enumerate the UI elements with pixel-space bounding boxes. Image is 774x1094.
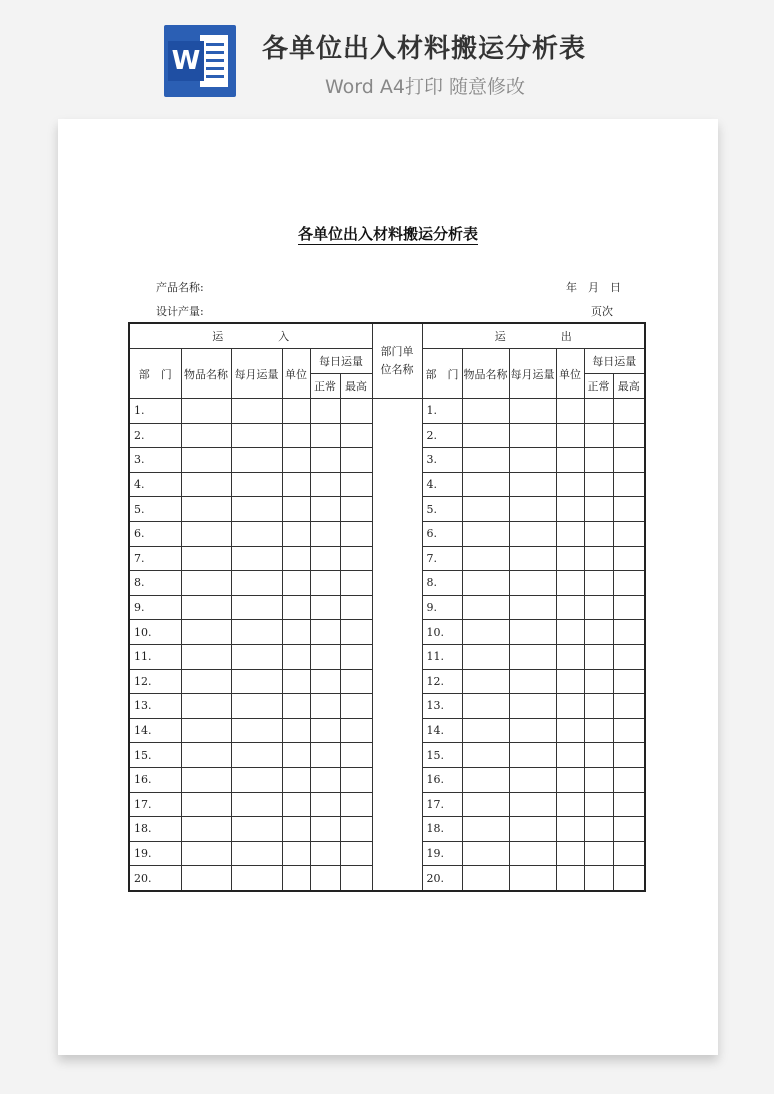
banner-title: 各单位出入材料搬运分析表 <box>262 34 587 64</box>
table-cell[interactable] <box>509 743 556 768</box>
transport-analysis-table <box>128 322 646 892</box>
table-cell[interactable] <box>613 767 645 792</box>
table-cell[interactable] <box>340 644 372 669</box>
table-cell[interactable] <box>613 595 645 620</box>
word-letter: W <box>168 41 204 81</box>
table-cell[interactable] <box>231 743 282 768</box>
table-cell[interactable] <box>231 521 282 546</box>
table-cell[interactable] <box>282 718 310 743</box>
table-cell[interactable] <box>231 817 282 842</box>
table-cell[interactable] <box>613 423 645 448</box>
table-cell[interactable] <box>584 546 613 571</box>
row-number-in: 16. <box>129 767 181 792</box>
col-item-in: 物品名称 <box>181 349 231 399</box>
table-cell[interactable] <box>310 767 340 792</box>
dept-unit-name-header: 部门单位名称 <box>372 323 422 399</box>
table-cell[interactable] <box>509 399 556 424</box>
table-cell[interactable] <box>231 694 282 719</box>
table-cell[interactable] <box>584 472 613 497</box>
table-cell[interactable] <box>584 423 613 448</box>
table-cell[interactable] <box>613 571 645 596</box>
table-cell[interactable] <box>613 817 645 842</box>
banner-subtitle: Word A4打印 随意修改 <box>325 76 526 98</box>
row-number-in: 18. <box>129 817 181 842</box>
table-cell[interactable] <box>613 448 645 473</box>
row-number-in: 19. <box>129 841 181 866</box>
table-cell[interactable] <box>613 743 645 768</box>
table-cell[interactable] <box>462 571 509 596</box>
table-cell[interactable] <box>509 472 556 497</box>
table-cell[interactable] <box>340 399 372 424</box>
table-cell[interactable] <box>584 571 613 596</box>
page-lines-icon <box>200 35 228 87</box>
table-cell[interactable] <box>613 841 645 866</box>
col-unit-out: 单位 <box>556 349 584 399</box>
table-cell[interactable] <box>181 669 231 694</box>
table-cell[interactable] <box>556 472 584 497</box>
col-dept-in: 部 门 <box>129 349 181 399</box>
table-cell[interactable] <box>613 669 645 694</box>
row-number-out: 10. <box>422 620 462 645</box>
table-cell[interactable] <box>231 718 282 743</box>
table-cell[interactable] <box>282 448 310 473</box>
table-cell[interactable] <box>509 792 556 817</box>
table-cell[interactable] <box>613 866 645 891</box>
row-number-out: 20. <box>422 866 462 891</box>
row-number-out: 9. <box>422 595 462 620</box>
table-cell[interactable] <box>310 620 340 645</box>
table-cell[interactable] <box>310 817 340 842</box>
row-number-in: 17. <box>129 792 181 817</box>
table-cell[interactable] <box>556 718 584 743</box>
table-cell[interactable] <box>509 767 556 792</box>
table-cell[interactable] <box>613 718 645 743</box>
table-cell[interactable] <box>584 497 613 522</box>
table-cell[interactable] <box>181 743 231 768</box>
table-cell[interactable] <box>462 448 509 473</box>
table-cell[interactable] <box>340 841 372 866</box>
table-cell[interactable] <box>282 743 310 768</box>
table-cell[interactable] <box>181 472 231 497</box>
row-number-out: 2. <box>422 423 462 448</box>
table-row <box>129 399 645 424</box>
table-cell[interactable] <box>181 571 231 596</box>
table-cell[interactable] <box>181 595 231 620</box>
table-cell[interactable] <box>613 521 645 546</box>
row-number-out: 12. <box>422 669 462 694</box>
table-cell[interactable] <box>462 595 509 620</box>
row-number-out: 3. <box>422 448 462 473</box>
table-cell[interactable] <box>556 448 584 473</box>
table-cell[interactable] <box>613 497 645 522</box>
col-normal-out: 正常 <box>584 374 613 399</box>
page-number-label: 页次 <box>591 305 613 318</box>
row-number-out: 18. <box>422 817 462 842</box>
table-cell[interactable] <box>462 792 509 817</box>
row-number-out: 4. <box>422 472 462 497</box>
row-number-out: 6. <box>422 521 462 546</box>
table-cell[interactable] <box>556 817 584 842</box>
date-label: 年 月 日 <box>566 281 621 294</box>
table-cell[interactable] <box>181 620 231 645</box>
table-cell[interactable] <box>556 620 584 645</box>
table-cell[interactable] <box>282 521 310 546</box>
table-cell[interactable] <box>231 546 282 571</box>
row-number-in: 8. <box>129 571 181 596</box>
table-cell[interactable] <box>340 472 372 497</box>
table-cell[interactable] <box>340 497 372 522</box>
table-cell[interactable] <box>310 399 340 424</box>
row-number-in: 9. <box>129 595 181 620</box>
table-cell[interactable] <box>509 620 556 645</box>
table-cell[interactable] <box>584 866 613 891</box>
row-number-in: 20. <box>129 866 181 891</box>
table-cell[interactable] <box>462 620 509 645</box>
table-cell[interactable] <box>556 571 584 596</box>
table-cell[interactable] <box>509 521 556 546</box>
table-cell[interactable] <box>340 423 372 448</box>
row-number-out: 15. <box>422 743 462 768</box>
table-cell[interactable] <box>340 571 372 596</box>
row-number-out: 13. <box>422 694 462 719</box>
table-cell[interactable] <box>462 423 509 448</box>
table-cell[interactable] <box>181 399 231 424</box>
table-cell[interactable] <box>181 817 231 842</box>
table-cell[interactable] <box>181 644 231 669</box>
table-cell[interactable] <box>282 423 310 448</box>
table-cell[interactable] <box>584 841 613 866</box>
table-cell[interactable] <box>181 423 231 448</box>
table-cell[interactable] <box>584 718 613 743</box>
table-cell[interactable] <box>181 546 231 571</box>
table-cell[interactable] <box>584 767 613 792</box>
table-cell[interactable] <box>613 399 645 424</box>
table-cell[interactable] <box>231 644 282 669</box>
table-cell[interactable] <box>509 817 556 842</box>
table-cell[interactable] <box>231 571 282 596</box>
row-number-out: 5. <box>422 497 462 522</box>
table-cell[interactable] <box>340 718 372 743</box>
table-cell[interactable] <box>310 571 340 596</box>
table-cell[interactable] <box>310 694 340 719</box>
table-cell[interactable] <box>282 571 310 596</box>
table-cell[interactable] <box>231 767 282 792</box>
outbound-header: 运 出 <box>422 323 645 349</box>
table-cell[interactable] <box>509 866 556 891</box>
table-cell[interactable] <box>282 669 310 694</box>
table-cell[interactable] <box>282 841 310 866</box>
table-cell[interactable] <box>556 595 584 620</box>
table-cell[interactable] <box>340 694 372 719</box>
table-cell[interactable] <box>509 644 556 669</box>
table-cell[interactable] <box>231 792 282 817</box>
row-number-in: 1. <box>129 399 181 424</box>
table-cell[interactable] <box>231 423 282 448</box>
row-number-out: 1. <box>422 399 462 424</box>
table-cell[interactable] <box>462 866 509 891</box>
col-monthly-in: 每月运量 <box>231 349 282 399</box>
table-cell[interactable] <box>613 546 645 571</box>
dept-unit-name-cell[interactable] <box>372 399 422 892</box>
table-cell[interactable] <box>181 497 231 522</box>
table-cell[interactable] <box>231 669 282 694</box>
table-cell[interactable] <box>310 669 340 694</box>
row-number-in: 13. <box>129 694 181 719</box>
table-cell[interactable] <box>462 497 509 522</box>
table-cell[interactable] <box>556 521 584 546</box>
table-cell[interactable] <box>462 694 509 719</box>
table-cell[interactable] <box>584 669 613 694</box>
col-max-out: 最高 <box>613 374 645 399</box>
row-number-in: 7. <box>129 546 181 571</box>
row-number-out: 19. <box>422 841 462 866</box>
table-cell[interactable] <box>613 792 645 817</box>
table-cell[interactable] <box>310 546 340 571</box>
row-number-in: 3. <box>129 448 181 473</box>
col-max-in: 最高 <box>340 374 372 399</box>
product-name-label: 产品名称: <box>156 281 204 294</box>
table-cell[interactable] <box>556 767 584 792</box>
table-cell[interactable] <box>462 472 509 497</box>
table-cell[interactable] <box>340 521 372 546</box>
col-daily-out: 每日运量 <box>584 349 645 374</box>
document-title: 各单位出入材料搬运分析表 <box>297 225 478 243</box>
table-cell[interactable] <box>231 399 282 424</box>
table-cell[interactable] <box>584 743 613 768</box>
table-cell[interactable] <box>509 841 556 866</box>
row-number-out: 7. <box>422 546 462 571</box>
table-cell[interactable] <box>340 866 372 891</box>
table-cell[interactable] <box>462 669 509 694</box>
table-cell[interactable] <box>181 767 231 792</box>
table-cell[interactable] <box>556 743 584 768</box>
table-cell[interactable] <box>340 546 372 571</box>
table-cell[interactable] <box>509 497 556 522</box>
table-cell[interactable] <box>462 521 509 546</box>
table-cell[interactable] <box>181 841 231 866</box>
table-cell[interactable] <box>556 841 584 866</box>
word-logo-icon <box>164 25 236 97</box>
table-cell[interactable] <box>282 472 310 497</box>
row-number-in: 2. <box>129 423 181 448</box>
table-cell[interactable] <box>509 546 556 571</box>
row-number-in: 5. <box>129 497 181 522</box>
row-number-in: 10. <box>129 620 181 645</box>
table-cell[interactable] <box>282 595 310 620</box>
row-number-out: 14. <box>422 718 462 743</box>
row-number-out: 16. <box>422 767 462 792</box>
table-cell[interactable] <box>282 620 310 645</box>
table-cell[interactable] <box>310 423 340 448</box>
table-cell[interactable] <box>556 792 584 817</box>
table-cell[interactable] <box>462 546 509 571</box>
table-cell[interactable] <box>509 595 556 620</box>
table-cell[interactable] <box>181 866 231 891</box>
table-cell[interactable] <box>509 669 556 694</box>
table-cell[interactable] <box>462 817 509 842</box>
table-cell[interactable] <box>340 743 372 768</box>
row-number-in: 15. <box>129 743 181 768</box>
table-cell[interactable] <box>556 669 584 694</box>
table-cell[interactable] <box>613 694 645 719</box>
table-cell[interactable] <box>556 694 584 719</box>
table-cell[interactable] <box>509 423 556 448</box>
table-cell[interactable] <box>584 521 613 546</box>
table-cell[interactable] <box>181 448 231 473</box>
col-item-out: 物品名称 <box>462 349 509 399</box>
col-dept-out: 部 门 <box>422 349 462 399</box>
table-cell[interactable] <box>613 644 645 669</box>
col-monthly-out: 每月运量 <box>509 349 556 399</box>
table-cell[interactable] <box>509 718 556 743</box>
table-cell[interactable] <box>556 399 584 424</box>
row-number-in: 14. <box>129 718 181 743</box>
row-number-out: 17. <box>422 792 462 817</box>
col-normal-in: 正常 <box>310 374 340 399</box>
table-cell[interactable] <box>231 841 282 866</box>
table-cell[interactable] <box>231 497 282 522</box>
table-cell[interactable] <box>556 497 584 522</box>
row-number-in: 11. <box>129 644 181 669</box>
document-page <box>58 119 718 1055</box>
table-cell[interactable] <box>310 841 340 866</box>
table-cell[interactable] <box>340 595 372 620</box>
table-cell[interactable] <box>181 694 231 719</box>
table-cell[interactable] <box>282 792 310 817</box>
table-cell[interactable] <box>509 571 556 596</box>
table-cell[interactable] <box>462 399 509 424</box>
table-cell[interactable] <box>310 472 340 497</box>
table-cell[interactable] <box>282 644 310 669</box>
table-cell[interactable] <box>231 620 282 645</box>
table-cell[interactable] <box>584 817 613 842</box>
table-cell[interactable] <box>584 644 613 669</box>
table-cell[interactable] <box>556 644 584 669</box>
table-cell[interactable] <box>310 866 340 891</box>
table-cell[interactable] <box>282 866 310 891</box>
table-cell[interactable] <box>282 546 310 571</box>
col-unit-in: 单位 <box>282 349 310 399</box>
table-cell[interactable] <box>340 792 372 817</box>
table-cell[interactable] <box>462 767 509 792</box>
table-cell[interactable] <box>231 866 282 891</box>
table-cell[interactable] <box>584 694 613 719</box>
table-cell[interactable] <box>584 792 613 817</box>
table-cell[interactable] <box>340 448 372 473</box>
table-cell[interactable] <box>613 472 645 497</box>
table-cell[interactable] <box>509 448 556 473</box>
inbound-header: 运 入 <box>129 323 372 349</box>
row-number-in: 6. <box>129 521 181 546</box>
table-cell[interactable] <box>340 669 372 694</box>
table-cell[interactable] <box>556 546 584 571</box>
row-number-out: 8. <box>422 571 462 596</box>
table-cell[interactable] <box>462 644 509 669</box>
table-cell[interactable] <box>310 743 340 768</box>
table-cell[interactable] <box>282 399 310 424</box>
col-daily-in: 每日运量 <box>310 349 372 374</box>
table-cell[interactable] <box>584 448 613 473</box>
table-cell[interactable] <box>310 595 340 620</box>
table-cell[interactable] <box>282 694 310 719</box>
table-cell[interactable] <box>340 767 372 792</box>
table-cell[interactable] <box>340 817 372 842</box>
row-number-in: 12. <box>129 669 181 694</box>
table-cell[interactable] <box>509 694 556 719</box>
table-cell[interactable] <box>231 595 282 620</box>
row-number-in: 4. <box>129 472 181 497</box>
table-cell[interactable] <box>231 472 282 497</box>
table-cell[interactable] <box>584 595 613 620</box>
table-cell[interactable] <box>613 620 645 645</box>
table-cell[interactable] <box>282 817 310 842</box>
table-cell[interactable] <box>310 644 340 669</box>
table-cell[interactable] <box>231 448 282 473</box>
table-cell[interactable] <box>462 841 509 866</box>
table-cell[interactable] <box>181 521 231 546</box>
table-cell[interactable] <box>181 718 231 743</box>
table-cell[interactable] <box>584 620 613 645</box>
table-cell[interactable] <box>462 743 509 768</box>
table-cell[interactable] <box>310 497 340 522</box>
table-cell[interactable] <box>310 792 340 817</box>
table-cell[interactable] <box>282 497 310 522</box>
table-cell[interactable] <box>556 423 584 448</box>
table-cell[interactable] <box>310 718 340 743</box>
table-cell[interactable] <box>462 718 509 743</box>
row-number-out: 11. <box>422 644 462 669</box>
table-cell[interactable] <box>584 399 613 424</box>
table-cell[interactable] <box>340 620 372 645</box>
table-cell[interactable] <box>556 866 584 891</box>
table-cell[interactable] <box>310 521 340 546</box>
table-cell[interactable] <box>181 792 231 817</box>
table-cell[interactable] <box>310 448 340 473</box>
design-output-label: 设计产量: <box>156 305 204 318</box>
table-cell[interactable] <box>282 767 310 792</box>
